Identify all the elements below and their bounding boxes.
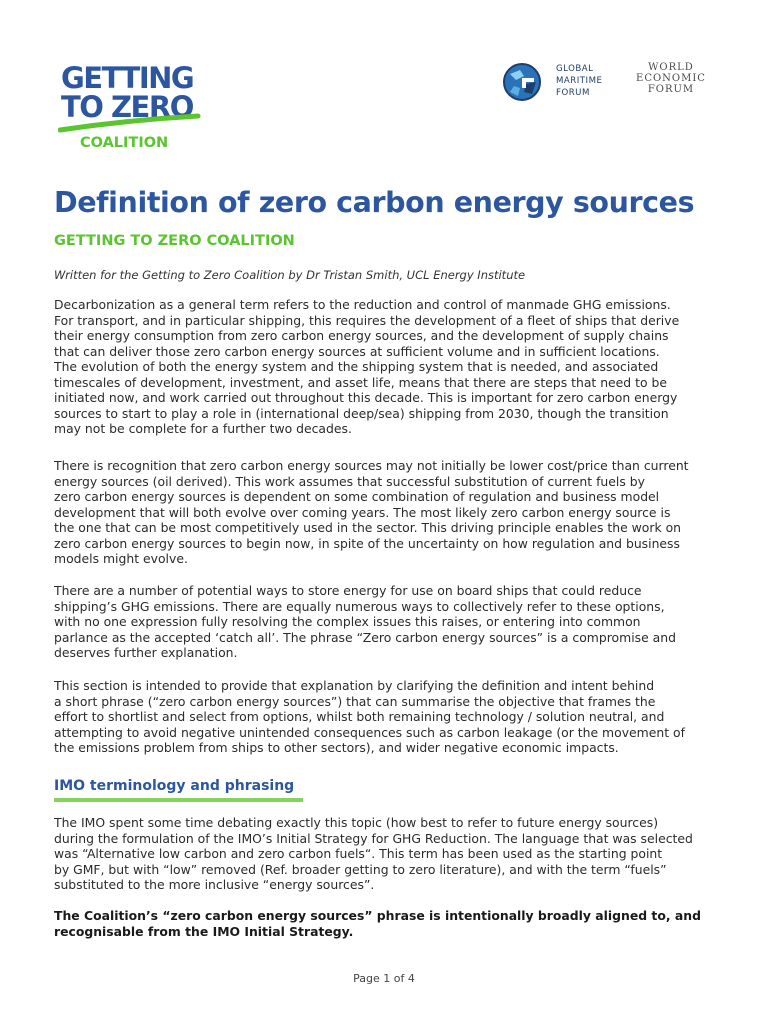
- global-maritime-forum-logo: [500, 60, 625, 104]
- document-title: Definition of zero carbon energy sources: [54, 186, 695, 219]
- getting-to-zero-logo-graphic: [58, 58, 208, 154]
- document-subtitle: GETTING TO ZERO COALITION: [54, 233, 295, 249]
- gmf-wordmark: [556, 63, 602, 99]
- wef-line-3: FORUM: [647, 84, 695, 95]
- logo-line1: GETTING: [61, 61, 194, 95]
- section-underline: [54, 798, 303, 802]
- gmf-line-1: GLOBAL: [556, 64, 594, 74]
- wef-line-1: WORLD: [648, 62, 694, 73]
- getting-to-zero-logo: [58, 58, 208, 154]
- section-heading: IMO terminology and phrasing: [54, 778, 295, 794]
- paragraph-3: There are a number of potential ways to store energy for use on board ships that could reduce shipping’s GHG emissions. There are equally numerous ways to collectively refer to these options, with no one expression fully resolving the complex issues this raises, or entering into common parlance as the accepted ‘catch all’. The phrase “Zero carbon energy sources” is a compromise and deserves further explanation.: [54, 583, 676, 660]
- bold-paragraph: The Coalition’s “zero carbon energy sources” phrase is intentionally broadly aligned to, and recognisable from the IMO Initial Strategy.: [54, 908, 701, 939]
- logo-line3: COALITION: [80, 135, 169, 151]
- gmf-line-2: MARITIME: [556, 76, 603, 86]
- page-number: Page 1 of 4: [353, 972, 415, 985]
- logo-line2: TO ZERO: [61, 90, 193, 124]
- paragraph-2: There is recognition that zero carbon energy sources may not initially be lower cost/price than current energy sources (oil derived). This work assumes that successful substitution of current fuels by zero carbon energy sources is dependent on some combination of regulation and business model development that will both evolve over coming years. The most likely zero carbon energy source is the one that can be most competitively used in the sector. This driving principle enables the work on zero carbon energy sources to begin now, in spite of the uncertainty on how regulation and business models might evolve.: [54, 458, 689, 566]
- paragraph-4: This section is intended to provide that explanation by clarifying the definition and intent behind a short phrase (“zero carbon energy sources”) that can summarise the objective that frames the effort to shortlist and select from options, whilst both remaining technology / solution neutral, and attempting to avoid negative unintended consequences such as carbon leakage (or the movement of the emissions problem from ships to other sectors), and wider negative economic impacts.: [54, 678, 685, 755]
- wef-line-2: ECONOMIC: [636, 73, 706, 84]
- section-paragraph: The IMO spent some time debating exactly this topic (how best to refer to future energy sources) during the formulation of the IMO’s Initial Strategy for GHG Reduction. The language that was selected was “Alternative low carbon and zero carbon fuels“. This term has been used as the starting point by GMF, but with “low” removed (Ref. broader getting to zero literature), and with the term “fuels” substituted to the more inclusive “energy sources”.: [54, 815, 693, 892]
- byline: Written for the Getting to Zero Coalition by Dr Tristan Smith, UCL Energy Institute: [54, 268, 526, 282]
- gmf-line-3: FORUM: [556, 88, 590, 98]
- gmf-globe-icon: [500, 60, 544, 104]
- world-economic-forum-logo: [632, 62, 710, 95]
- paragraph-1: Decarbonization as a general term refers to the reduction and control of manmade GHG emissions. For transport, and in particular shipping, this requires the development of a fleet of ships that derive their energy consumption from zero carbon energy sources, and the development of supply chains that can deliver those zero carbon energy sources at sufficient volume and in sufficient locations. The evolution of both the energy system and the shipping system that is needed, and associated timescales of development, investment, and asset life, means that there are steps that need to be initiated now, and work carried out throughout this decade. This is important for zero carbon energy sources to start to play a role in (international deep/sea) shipping from 2030, though the transition may not be complete for a further two decades.: [54, 297, 680, 436]
